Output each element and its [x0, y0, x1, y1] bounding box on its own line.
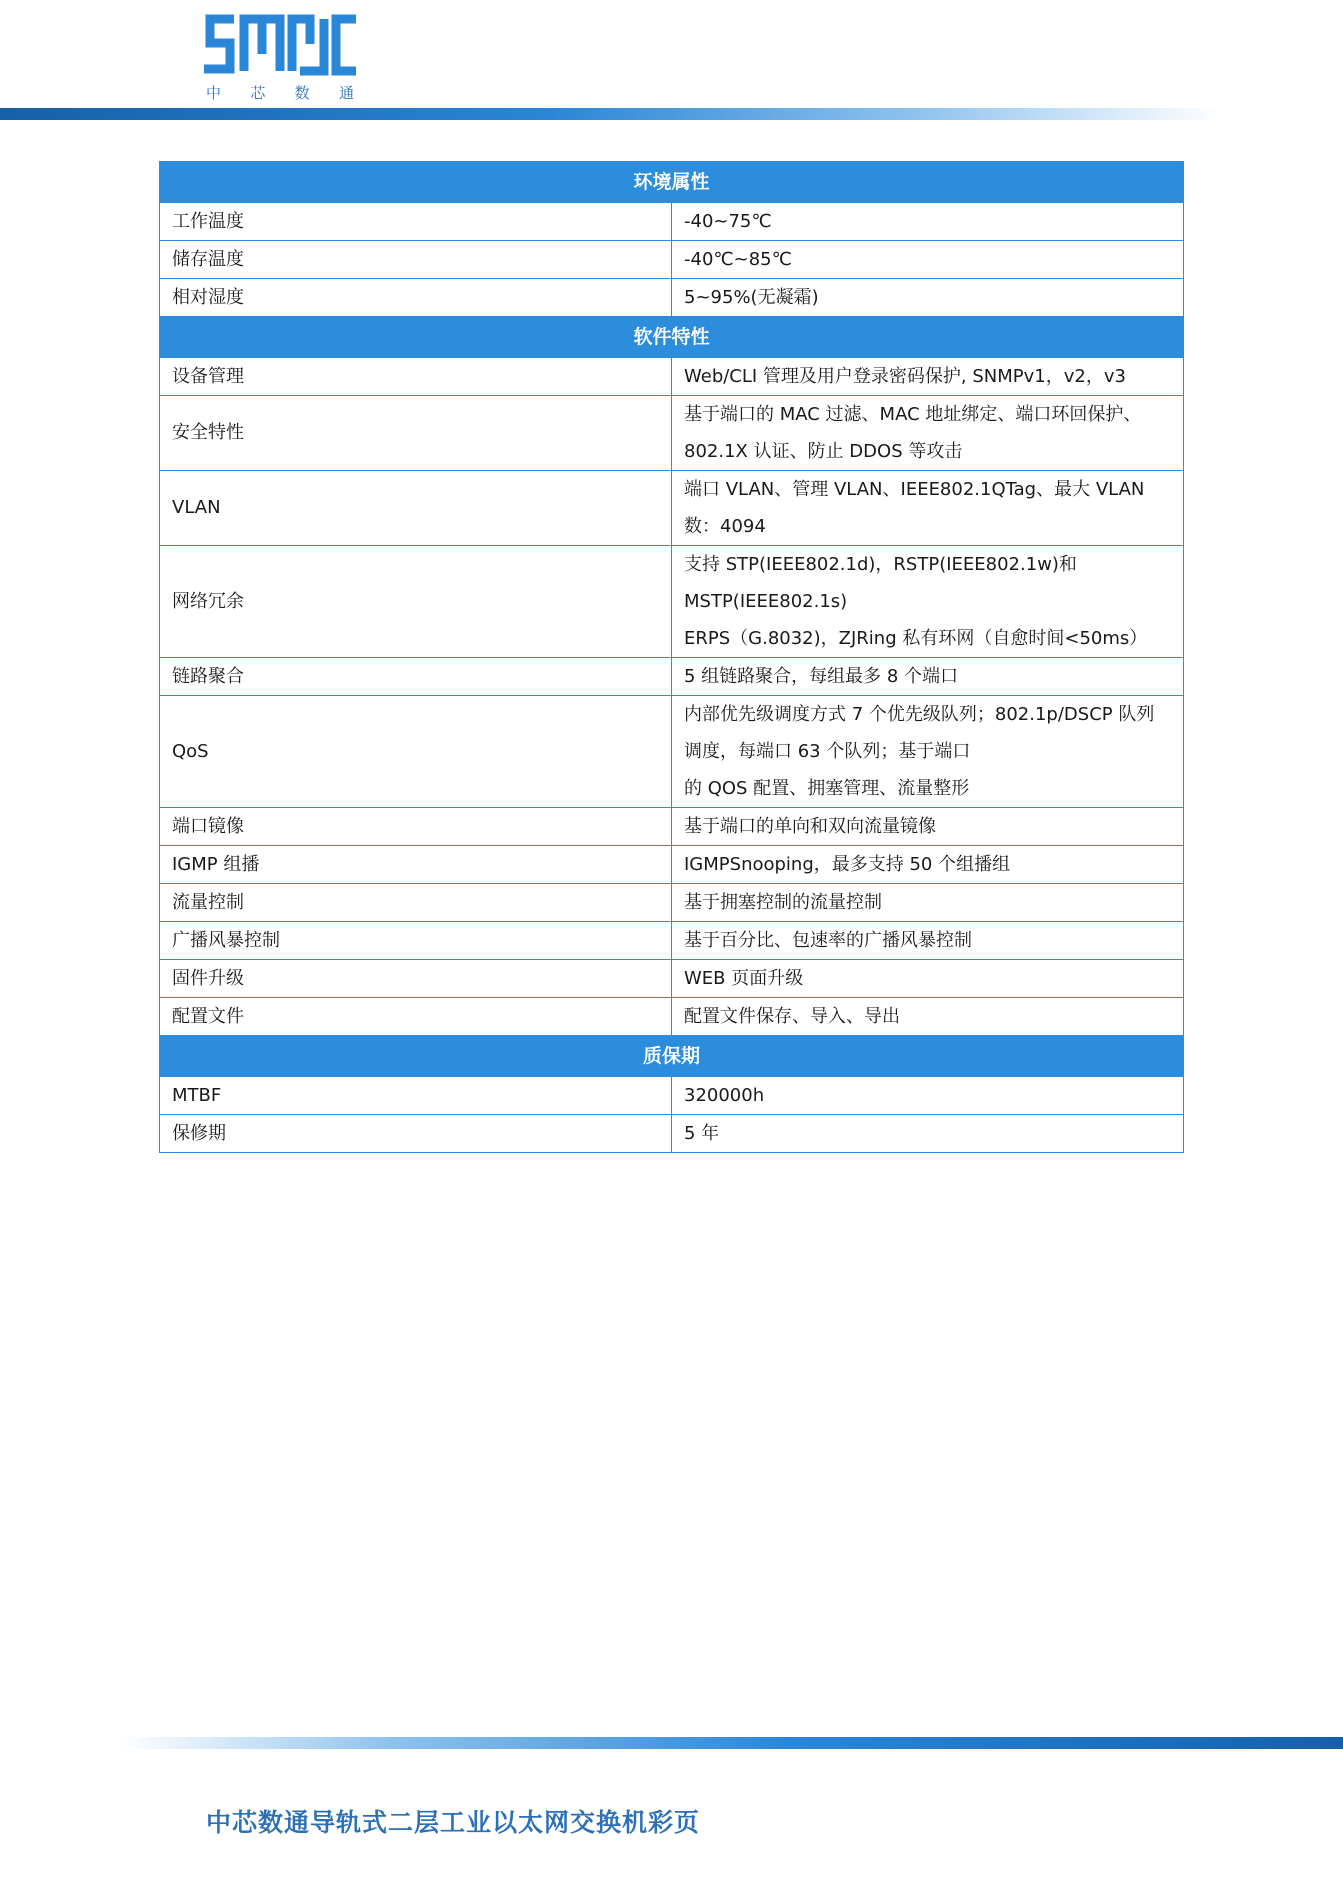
row-value-line: 基于百分比、包速率的广播风暴控制: [684, 930, 972, 951]
company-logo: [200, 14, 360, 102]
section-title: 软件特性: [160, 317, 1184, 358]
row-value: [672, 358, 1184, 396]
row-label: QoS: [160, 696, 672, 808]
footer-gradient-bar: [122, 1737, 1343, 1749]
row-label: 广播风暴控制: [160, 922, 672, 960]
row-value: [672, 846, 1184, 884]
table-row: [160, 1077, 1184, 1115]
section-title: 质保期: [160, 1036, 1184, 1077]
row-value-line: 的 QOS 配置、拥塞管理、流量整形: [684, 778, 970, 799]
row-value: [672, 998, 1184, 1036]
row-value-line: 320000h: [684, 1085, 765, 1106]
row-label: IGMP 组播: [160, 846, 672, 884]
row-value: [672, 808, 1184, 846]
table-row: [160, 241, 1184, 279]
table-row: [160, 658, 1184, 696]
table-row: [160, 922, 1184, 960]
row-label: 相对湿度: [160, 279, 672, 317]
table-row: [160, 960, 1184, 998]
table-row: [160, 696, 1184, 808]
row-value-line: ERPS（G.8032)，ZJRing 私有环网（自愈时间<50ms）: [684, 628, 1148, 649]
row-value-line: Web/CLI 管理及用户登录密码保护, SNMPv1，v2，v3: [684, 366, 1126, 387]
row-value-line: 基于端口的 MAC 过滤、MAC 地址绑定、端口环回保护、802.1X 认证、防止 DDOS 等攻击: [684, 404, 1142, 462]
row-value: [672, 203, 1184, 241]
logo-chinese-name: [206, 82, 356, 103]
section-header-row: [160, 162, 1184, 203]
row-label: 配置文件: [160, 998, 672, 1036]
row-value: [672, 396, 1184, 471]
row-value: [672, 279, 1184, 317]
row-value: [672, 960, 1184, 998]
table-row: [160, 358, 1184, 396]
row-value-line: 基于端口的单向和双向流量镜像: [684, 816, 936, 837]
table-row: [160, 546, 1184, 658]
table-row: [160, 808, 1184, 846]
row-label: 端口镜像: [160, 808, 672, 846]
logo-char: 中: [206, 84, 224, 102]
row-value: [672, 471, 1184, 546]
spec-table: [159, 161, 1184, 1153]
logo-char: 数: [294, 84, 312, 102]
row-value: [672, 922, 1184, 960]
row-value: [672, 884, 1184, 922]
row-label: 保修期: [160, 1115, 672, 1153]
table-row: [160, 471, 1184, 546]
footer-title: 中芯数通导轨式二层工业以太网交换机彩页: [206, 1808, 701, 1837]
row-label: VLAN: [160, 471, 672, 546]
row-value-line: 5 组链路聚合，每组最多 8 个端口: [684, 666, 959, 687]
header-gradient-bar: [0, 108, 1220, 120]
table-row: [160, 203, 1184, 241]
row-label: 流量控制: [160, 884, 672, 922]
table-row: [160, 279, 1184, 317]
row-label: 链路聚合: [160, 658, 672, 696]
row-value-line: 基于拥塞控制的流量控制: [684, 892, 882, 913]
table-row: [160, 998, 1184, 1036]
section-title: 环境属性: [160, 162, 1184, 203]
section-header-row: [160, 317, 1184, 358]
row-value-line: 配置文件保存、导入、导出: [684, 1006, 900, 1027]
row-value: [672, 546, 1184, 658]
row-value-line: 5~95%(无凝霜): [684, 287, 819, 308]
row-value: [672, 1077, 1184, 1115]
row-value: [672, 241, 1184, 279]
row-value-line: -40~75℃: [684, 211, 772, 232]
row-value-line: WEB 页面升级: [684, 968, 804, 989]
row-value-line: 支持 STP(IEEE802.1d)，RSTP(IEEE802.1w)和 MSTP(IEEE802.1s): [684, 554, 1077, 612]
logo-char: 芯: [250, 84, 268, 102]
row-value-line: 5 年: [684, 1123, 720, 1144]
row-label: 网络冗余: [160, 546, 672, 658]
row-value-line: 内部优先级调度方式 7 个优先级队列；802.1p/DSCP 队列调度，每端口 63 个队列；基于端口: [684, 704, 1155, 762]
row-label: 储存温度: [160, 241, 672, 279]
row-value: [672, 696, 1184, 808]
table-row: [160, 1115, 1184, 1153]
row-label: 固件升级: [160, 960, 672, 998]
smdc-logo-mark: [200, 14, 360, 76]
row-label: 设备管理: [160, 358, 672, 396]
row-value: [672, 658, 1184, 696]
section-header-row: [160, 1036, 1184, 1077]
row-value-line: IGMPSnooping，最多支持 50 个组播组: [684, 854, 1011, 875]
logo-char: 通: [338, 84, 356, 102]
row-label: MTBF: [160, 1077, 672, 1115]
row-label: 工作温度: [160, 203, 672, 241]
row-value-line: 端口 VLAN、管理 VLAN、IEEE802.1QTag、最大 VLAN 数：4094: [684, 479, 1145, 537]
table-row: [160, 846, 1184, 884]
row-value-line: -40℃~85℃: [684, 249, 792, 270]
row-value: [672, 1115, 1184, 1153]
table-row: [160, 396, 1184, 471]
table-row: [160, 884, 1184, 922]
row-label: 安全特性: [160, 396, 672, 471]
